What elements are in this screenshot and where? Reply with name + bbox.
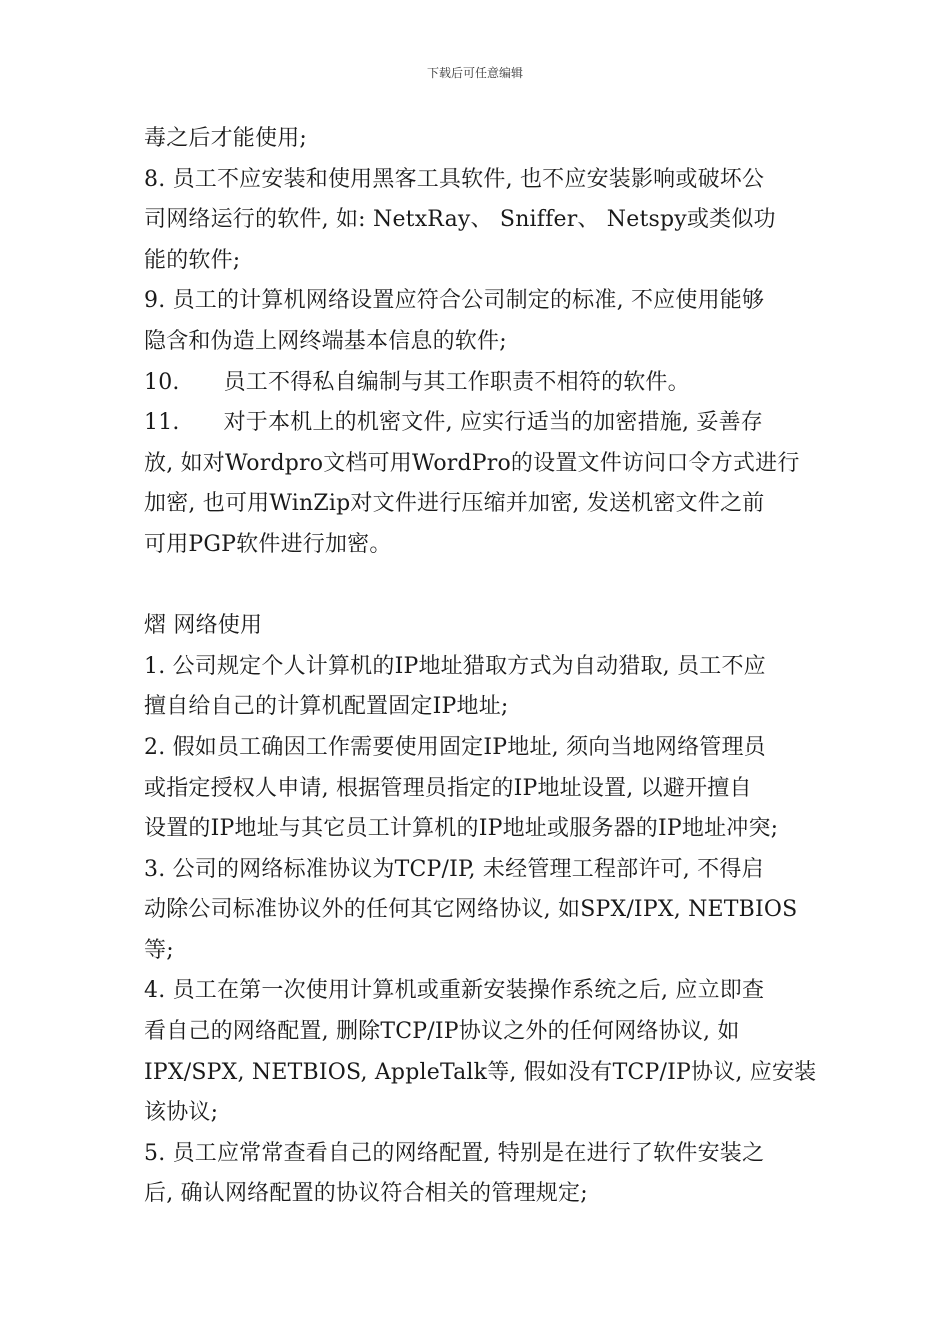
item-text: 员工不得私自编制与其工作职责不相符的软件。	[223, 369, 690, 395]
text-line: 8. 员工不应安装和使用黑客工具软件, 也不应安装影响或破坏公	[144, 166, 765, 192]
list-item-11	[144, 403, 816, 444]
text-line: 3. 公司的网络标准协议为TCP/IP, 未经管理工程部许可, 不得启	[144, 856, 764, 882]
text-line: 动除公司标准协议外的任何其它网络协议, 如SPX/IPX, NETBIOS	[144, 897, 798, 923]
text-line: 9. 员工的计算机网络设置应符合公司制定的标准, 不应使用能够	[144, 288, 765, 314]
text-line: 设置的IP地址与其它员工计算机的IP地址或服务器的IP地址冲突;	[144, 816, 779, 842]
text-line: 司网络运行的软件, 如: NetxRay、 Sniffer、 Netspy或类似功	[144, 207, 776, 233]
text-line: 毒之后才能使用;	[144, 126, 308, 151]
list-item-10	[144, 363, 816, 404]
section-heading: 熠 网络使用	[144, 613, 263, 639]
text-line: 看自己的网络配置, 删除TCP/IP协议之外的任何网络协议, 如	[144, 1019, 740, 1045]
item-number: 11.	[144, 410, 180, 436]
text-line: 放, 如对Wordpro文档可用WordPro的设置文件访问口令方式进行	[144, 450, 800, 476]
text-line: 该协议;	[144, 1100, 219, 1126]
text-line: 加密, 也可用WinZip对文件进行压缩并加密, 发送机密文件之前	[144, 491, 765, 517]
page-header: 下载后可任意编辑	[426, 66, 523, 80]
text-line: 4. 员工在第一次使用计算机或重新安装操作系统之后, 应立即查	[144, 978, 765, 1004]
text-line: 可用PGP软件进行加密。	[144, 531, 392, 557]
text-line: 或指定授权人申请, 根据管理员指定的IP地址设置, 以避开擅自	[144, 775, 752, 801]
blank-line	[144, 566, 816, 607]
text-line: 隐含和伪造上网终端基本信息的软件;	[144, 328, 507, 354]
text-line: IPX/SPX, NETBIOS, AppleTalk等, 假如没有TCP/IP协议, 应安装	[144, 1059, 817, 1085]
item-text: 对于本机上的机密文件, 应实行适当的加密措施, 妥善存	[223, 410, 763, 436]
text-line: 后, 确认网络配置的协议符合相关的管理规定;	[144, 1181, 588, 1207]
text-line: 能的软件;	[144, 247, 241, 273]
text-line: 等;	[144, 937, 174, 963]
text-line: 1. 公司规定个人计算机的IP地址猎取方式为自动猎取, 员工不应	[144, 653, 766, 679]
document-body	[144, 119, 816, 1215]
text-line: 2. 假如员工确因工作需要使用固定IP地址, 须向当地网络管理员	[144, 734, 766, 760]
text-line: 擅自给自己的计算机配置固定IP地址;	[144, 694, 509, 720]
text-line: 5. 员工应常常查看自己的网络配置, 特别是在进行了软件安装之	[144, 1140, 765, 1166]
item-number: 10.	[144, 369, 180, 395]
